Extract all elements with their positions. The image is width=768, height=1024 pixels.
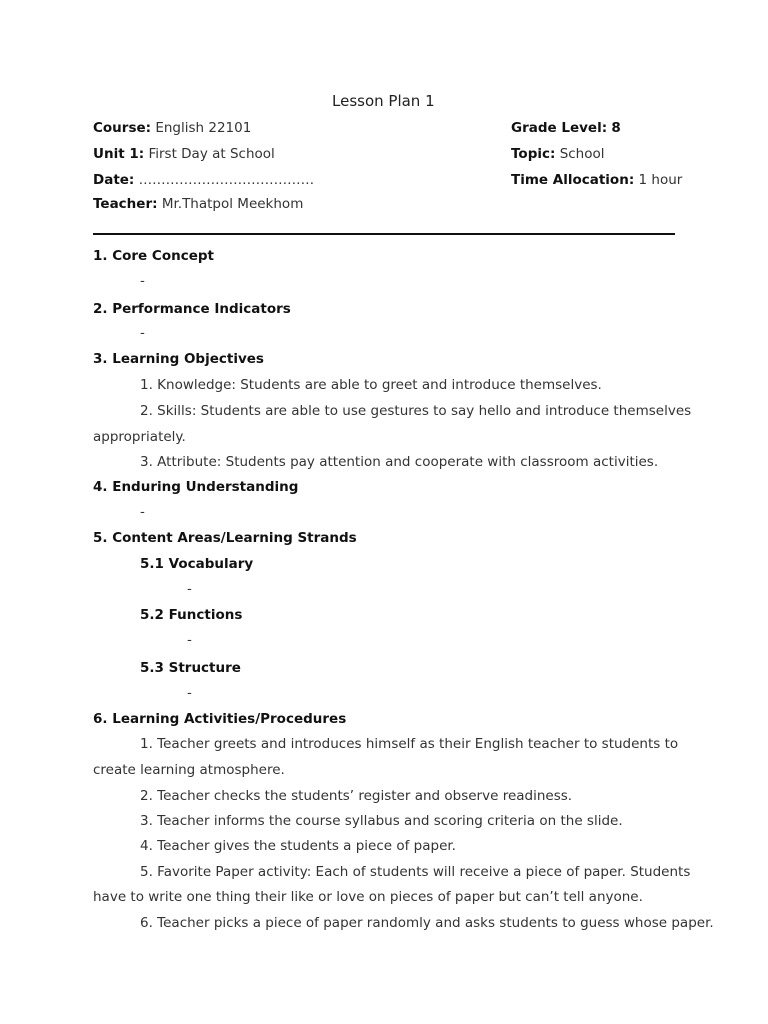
teacher-field (93, 195, 303, 213)
date-value: ………………………………… (138, 172, 315, 188)
unit-value: First Day at School (148, 146, 275, 162)
teacher-label: Teacher: (93, 196, 158, 212)
time-label: Time Allocation: (511, 172, 635, 188)
activity-4: 4. Teacher gives the students a piece of paper. (140, 838, 456, 854)
objective-skills-continued: appropriately. (93, 429, 186, 445)
unit-field (93, 145, 275, 163)
section-content-areas: 5. Content Areas/Learning Strands (93, 530, 357, 546)
objective-attribute: 3. Attribute: Students pay attention and cooperate with classroom activities. (140, 454, 659, 470)
activity-6: 6. Teacher picks a piece of paper randomly and asks students to guess whose paper. (140, 915, 714, 931)
objective-skills: 2. Skills: Students are able to use gestures to say hello and introduce themselves (140, 403, 692, 419)
activity-5-continued: have to write one thing their like or love on pieces of paper but can’t tell anyone. (93, 889, 643, 905)
section-learning-activities: 6. Learning Activities/Procedures (93, 711, 347, 727)
subsection-structure: 5.3 Structure (140, 660, 241, 676)
structure-item: - (187, 685, 192, 701)
time-value: 1 hour (638, 172, 683, 188)
grade-field (511, 119, 621, 137)
date-label: Date: (93, 172, 135, 188)
course-field (93, 119, 251, 137)
section-performance-indicators: 2. Performance Indicators (93, 301, 291, 317)
activity-2: 2. Teacher checks the students’ register and observe readiness. (140, 788, 573, 804)
topic-value: School (559, 146, 605, 162)
grade-label: Grade Level: (511, 120, 608, 136)
activity-5: 5. Favorite Paper activity: Each of students will receive a piece of paper. Students (140, 864, 691, 880)
grade-value: 8 (611, 120, 621, 136)
objective-knowledge: 1. Knowledge: Students are able to greet and introduce themselves. (140, 377, 602, 393)
unit-label: Unit 1: (93, 146, 145, 162)
vocabulary-item: - (187, 581, 192, 597)
functions-item: - (187, 632, 192, 648)
topic-field (511, 145, 605, 163)
enduring-item: - (140, 504, 145, 520)
time-field (511, 171, 682, 189)
section-core-concept: 1. Core Concept (93, 248, 214, 264)
header-divider (93, 233, 675, 235)
topic-label: Topic: (511, 146, 556, 162)
subsection-vocabulary: 5.1 Vocabulary (140, 556, 254, 572)
teacher-value: Mr.Thatpol Meekhom (161, 196, 304, 212)
activity-1-continued: create learning atmosphere. (93, 762, 285, 778)
course-label: Course: (93, 120, 152, 136)
date-field (93, 171, 314, 189)
course-value: English 22101 (155, 120, 252, 136)
core-concept-item: - (140, 273, 145, 289)
section-enduring-understanding: 4. Enduring Understanding (93, 479, 299, 495)
activity-3: 3. Teacher informs the course syllabus and scoring criteria on the slide. (140, 813, 623, 829)
subsection-functions: 5.2 Functions (140, 607, 243, 623)
performance-item: - (140, 325, 145, 341)
page-title: Lesson Plan 1 (332, 92, 435, 110)
activity-1: 1. Teacher greets and introduces himself as their English teacher to students to (140, 736, 679, 752)
section-learning-objectives: 3. Learning Objectives (93, 351, 264, 367)
